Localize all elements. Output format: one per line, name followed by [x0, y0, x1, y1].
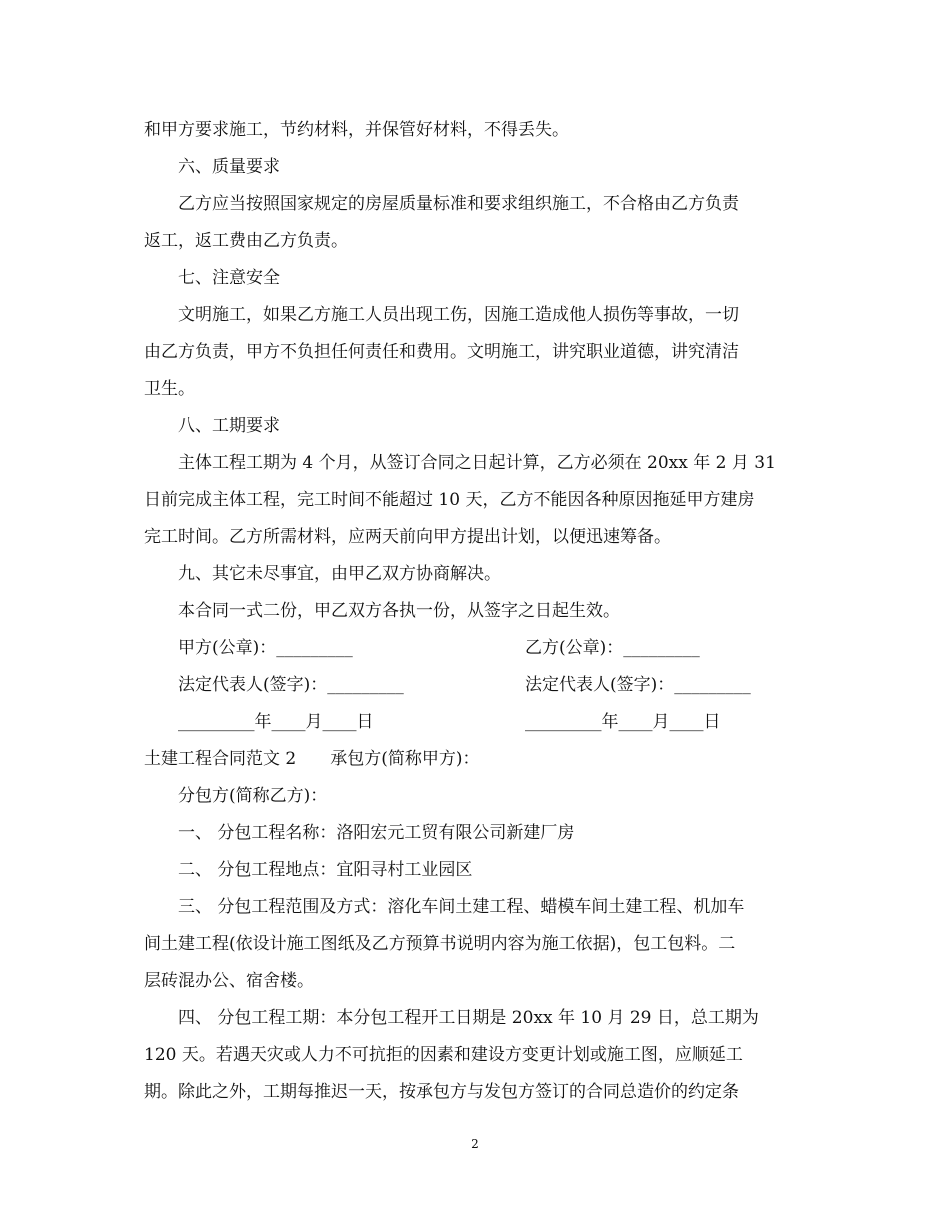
paragraph-line: 间土建工程(依设计施工图纸及乙方预算书说明内容为施工依据)，包工包料。二 — [144, 934, 736, 954]
party-b-seal: 乙方(公章)：_________ — [525, 638, 700, 658]
paragraph-line: 文明施工，如果乙方施工人员出现工伤，因施工造成他人损伤等事故，一切 — [178, 305, 739, 325]
party-a-seal: 甲方(公章)：_________ — [178, 638, 353, 658]
paragraph-line: 日前完成主体工程，完工时间不能超过 10 天，乙方不能因各种原因拖延甲方建房 — [144, 490, 755, 510]
party-b-date: _________年____月____日 — [525, 712, 721, 732]
page-number: 2 — [471, 1137, 479, 1151]
section-heading-safety: 七、注意安全 — [178, 268, 280, 288]
paragraph-line: 期。除此之外，工期每推迟一天，按承包方与发包方签订的合同总造价的约定条 — [144, 1082, 739, 1102]
paragraph-line: 乙方应当按照国家规定的房屋质量标准和要求组织施工，不合格由乙方负责 — [178, 194, 739, 214]
paragraph-line: 层砖混办公、宿舍楼。 — [144, 971, 314, 991]
paragraph-line: 由乙方负责，甲方不负担任何责任和费用。文明施工，讲究职业道德，讲究清洁 — [144, 342, 739, 362]
party-b-representative: 法定代表人(签字)：_________ — [525, 675, 751, 695]
paragraph-line: 四、 分包工程工期：本分包工程开工日期是 20xx 年 10 月 29 日，总工期为 — [178, 1008, 759, 1028]
paragraph-line: 完工时间。乙方所需材料，应两天前向甲方提出计划，以便迅速筹备。 — [144, 527, 671, 547]
section-heading-schedule: 八、工期要求 — [178, 416, 280, 436]
paragraph-line: 卫生。 — [144, 379, 195, 399]
party-a-date: _________年____月____日 — [178, 712, 374, 732]
paragraph-line: 一、 分包工程名称：洛阳宏元工贸有限公司新建厂房 — [178, 823, 575, 843]
section-heading-quality: 六、质量要求 — [178, 157, 280, 177]
paragraph-line: 二、 分包工程地点：宜阳寻村工业园区 — [178, 860, 473, 880]
paragraph-line: 主体工程工期为 4 个月，从签订合同之日起计算，乙方必须在 20xx 年 2 月 31 — [178, 453, 776, 473]
paragraph-line: 本合同一式二份，甲乙双方各执一份，从签字之日起生效。 — [178, 601, 620, 621]
second-contract-title: 土建工程合同范文 2 承包方(简称甲方)： — [144, 749, 480, 769]
paragraph-line: 返工，返工费由乙方负责。 — [144, 231, 348, 251]
paragraph-line: 九、其它未尽事宜，由甲乙双方协商解决。 — [178, 564, 501, 584]
paragraph-line: 120 天。若遇天灾或人力不可抗拒的因素和建设方变更计划或施工图，应顺延工 — [144, 1045, 743, 1065]
paragraph-line: 分包方(简称乙方)： — [178, 786, 328, 806]
party-a-representative: 法定代表人(签字)：_________ — [178, 675, 404, 695]
paragraph-line: 和甲方要求施工，节约材料，并保管好材料，不得丢失。 — [144, 120, 569, 140]
paragraph-line: 三、 分包工程范围及方式：溶化车间土建工程、蜡模车间土建工程、机加车 — [178, 897, 745, 917]
